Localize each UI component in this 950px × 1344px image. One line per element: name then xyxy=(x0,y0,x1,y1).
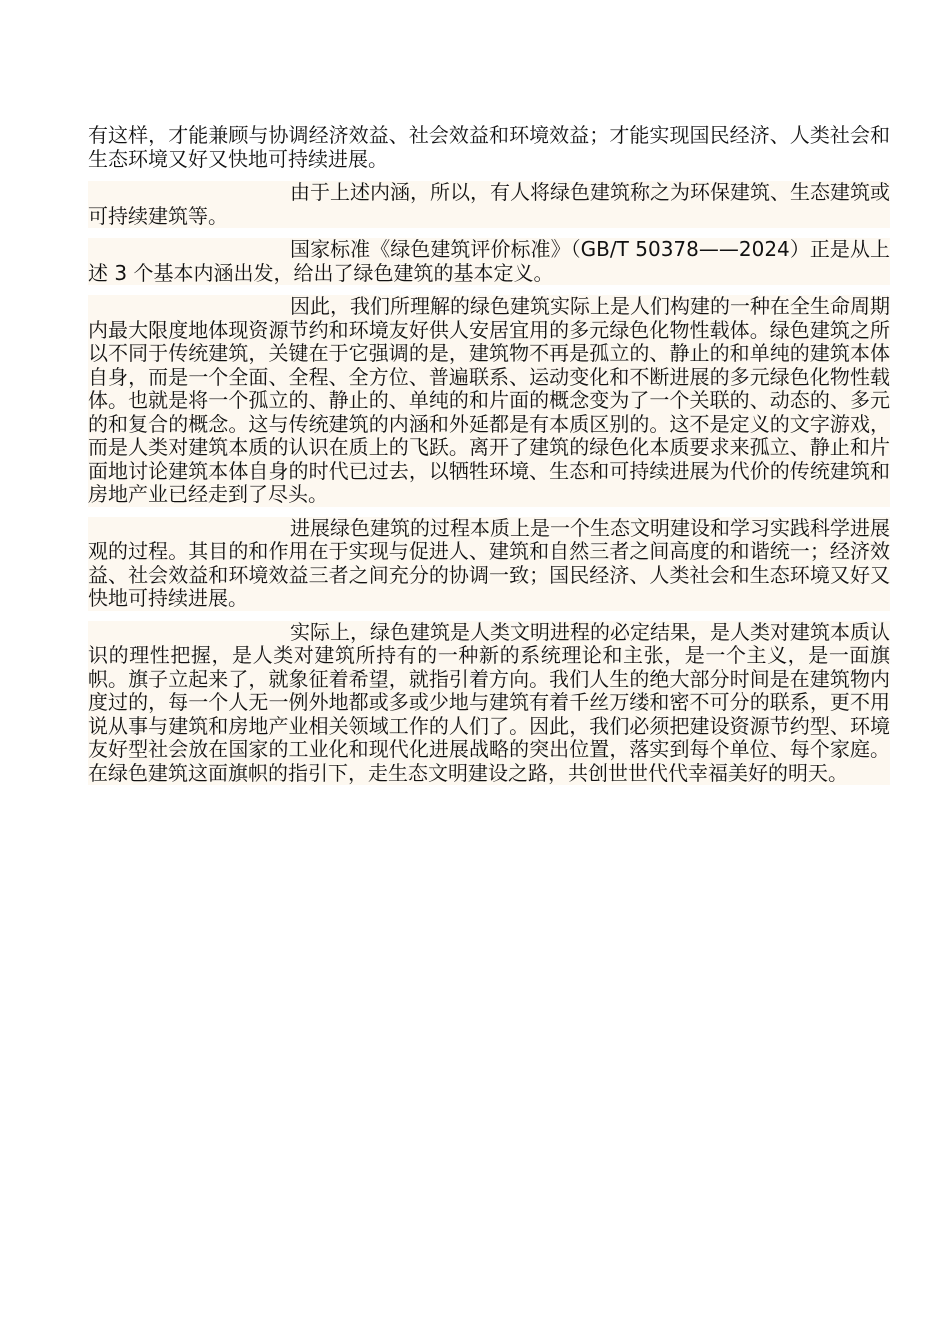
paragraph-text: 实际上，绿色建筑是人类文明进程的必定结果，是人类对建筑本质认识的理性把握，是人类对建筑所持有的一种新的系统理论和主张，是一个主义，是一面旗帜。旗子立起来了，就象征着希望，就指引着方向。我们人生的绝大部分时间是在建筑物内度过的，每一个人无一例外地都或多或少地与建筑有着千丝万缕和密不可分的联系，更不用说从事与建筑和房地产业相关领域工作的人们了。因此，我们必须把建设资源节约型、环境友好型社会放在国家的工业化和现代化进展战略的突出位置，落实到每个单位、每个家庭。在绿色建筑这面旗帜的指引下，走生态文明建设之路，共创世世代代幸福美好的明天。 xyxy=(88,619,890,785)
paragraph-process xyxy=(88,517,890,611)
paragraph-text: 有这样，才能兼顾与协调经济效益、社会效益和环境效益；才能实现国民经济、人类社会和生态环境又好又快地可持续进展。 xyxy=(88,123,890,171)
document-body xyxy=(88,124,890,795)
paragraph-definition xyxy=(88,295,890,507)
paragraph-alias-names xyxy=(88,181,890,228)
paragraph-text: 进展绿色建筑的过程本质上是一个生态文明建设和学习实践科学进展观的过程。其目的和作用在于实现与促进人、建筑和自然三者之间高度的和谐统一；经济效益、社会效益和环境效益三者之间充分的协调一致；国民经济、人类社会和生态环境又好又快地可持续进展。 xyxy=(88,515,890,610)
paragraph-text: 因此，我们所理解的绿色建筑实际上是人们构建的一种在全生命周期内最大限度地体现资源节约和环境友好供人安居宜用的多元绿色化物性载体。绿色建筑之所以不同于传统建筑，关键在于它强调的是，建筑物不再是孤立的、静止的和单纯的建筑本体自身，而是一个全面、全程、全方位、普遍联系、运动变化和不断进展的多元绿色化物性载体。也就是将一个孤立的、静止的、单纯的和片面的概念变为了一个关联的、动态的、多元的和复合的概念。这与传统建筑的内涵和外延都是有本质区别的。这不是定义的文字游戏，而是人类对建筑本质的认识在质上的飞跃。离开了建筑的绿色化本质要求来孤立、静止和片面地讨论建筑本体自身的时代已过去，以牺牲环境、生态和可持续进展为代价的传统建筑和房地产业已经走到了尽头。 xyxy=(88,294,890,506)
paragraph-conclusion xyxy=(88,621,890,786)
paragraph-national-standard xyxy=(88,238,890,285)
paragraph-text: 国家标准《绿色建筑评价标准》（GB/T 50378——2024）正是从上述 3 个基本内涵出发，给出了绿色建筑的基本定义。 xyxy=(88,237,890,285)
paragraph-text: 由于上述内涵，所以，有人将绿色建筑称之为环保建筑、生态建筑或可持续建筑等。 xyxy=(88,180,890,228)
paragraph-continuation xyxy=(88,124,890,171)
